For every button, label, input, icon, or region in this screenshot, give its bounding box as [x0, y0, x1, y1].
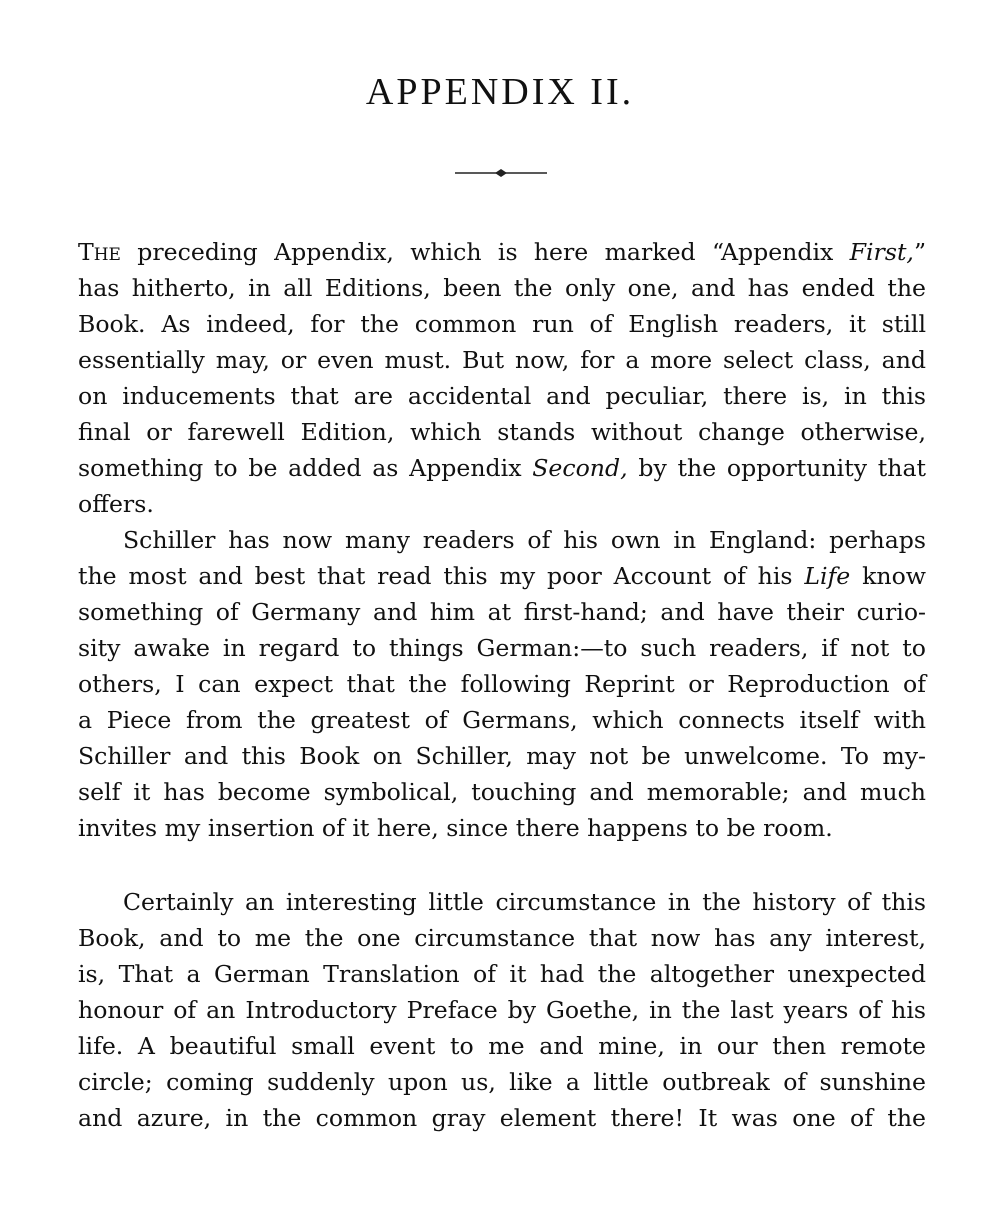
page-title: APPENDIX II.: [365, 71, 635, 113]
paragraph-line: sity awake in regard to things German:—to such readers, if not to: [78, 634, 926, 662]
paragraph-line: life. A beautiful small event to me and mine, in our then remote: [78, 1032, 926, 1060]
paragraph-line: others, I can expect that the following Reprint or Reproduction of: [78, 670, 926, 698]
paragraph-line: final or farewell Edition, which stands without change otherwise,: [78, 418, 926, 446]
paragraph-line: something to be added as Appendix Second, by the opportunity that: [78, 454, 927, 482]
paragraph-line: Schiller has now many readers of his own in England: perhaps: [123, 526, 926, 554]
paragraph-line: self it has become symbolical, touching and memorable; and much: [78, 778, 926, 806]
paragraph-line: Book. As indeed, for the common run of English readers, it still: [78, 310, 926, 338]
paragraph-line: invites my insertion of it here, since there happens to be room.: [78, 814, 833, 842]
paragraph-line: essentially may, or even must. But now, for a more select class, and: [78, 346, 926, 374]
paragraph-line: honour of an Introductory Preface by Goethe, in the last years of his: [78, 996, 926, 1024]
paragraph-line: Book, and to me the one circumstance that now has any interest,: [78, 924, 926, 952]
paragraph-2: [78, 522, 926, 846]
paragraph-line: is, That a German Translation of it had the altogether unexpected: [78, 960, 926, 988]
paragraph-line: on inducements that are accidental and peculiar, there is, in this: [78, 382, 926, 410]
paragraph-3: [78, 884, 926, 1136]
drop-word: The: [78, 238, 121, 266]
paragraph-line: circle; coming suddenly upon us, like a little outbreak of sunshine: [78, 1068, 926, 1096]
paragraph-line: Schiller and this Book on Schiller, may not be unwelcome. To my-: [78, 742, 926, 770]
paragraph-line: something of Germany and him at first-hand; and have their curio-: [78, 598, 926, 626]
paragraph-line: offers.: [78, 490, 154, 518]
paragraph-line: has hitherto, in all Editions, been the only one, and has ended the: [78, 274, 926, 302]
ornamental-rule: [455, 166, 547, 180]
paragraph-1: [78, 234, 926, 522]
paragraph-line: the most and best that read this my poor Account of his Life know: [78, 562, 926, 590]
paragraph-line: a Piece from the greatest of Germans, which connects itself with: [78, 706, 926, 734]
paragraph-line: Certainly an interesting little circumstance in the history of this: [123, 888, 926, 916]
paragraph-line: and azure, in the common gray element there! It was one of the: [78, 1104, 926, 1132]
paragraph-line: The preceding Appendix, which is here marked “Appendix First,”: [78, 238, 926, 266]
